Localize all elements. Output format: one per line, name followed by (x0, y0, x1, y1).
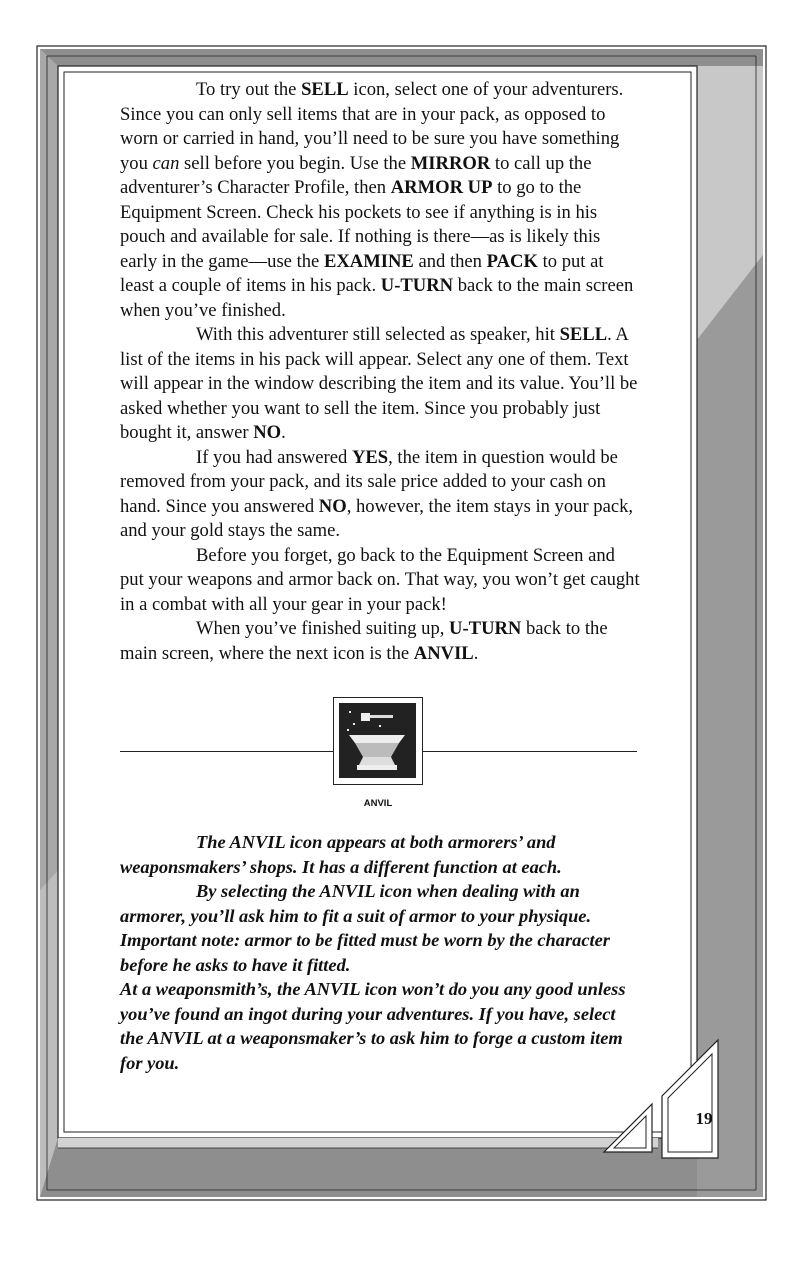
anvil-description (120, 830, 640, 1075)
text-run: If you had answered (196, 446, 352, 468)
anvil-icon-caption: ANVIL (363, 798, 393, 809)
bold-term-armor-up: ARMOR UP (390, 177, 493, 198)
text-run: To try out the (196, 79, 302, 100)
page-body (120, 78, 640, 1075)
text-run: . (281, 422, 286, 443)
text-run: sell before you begin. Use the (179, 152, 411, 174)
anvil-icon-frame (333, 697, 423, 785)
text-run: back to the main screen when you’ve finished. (120, 275, 634, 321)
bold-term-sell: SELL (559, 324, 608, 345)
bold-term-sell: SELL (301, 79, 349, 100)
paragraph-equipment-reminder: Before you forget, go back to the Equipment Screen and put your weapons and armor back on. That way, you won’t get caught in a combat with all your gear in your pack! (120, 544, 640, 615)
paragraph-next-icon (120, 617, 640, 666)
text-run: With this adventurer still selected as speaker, hit (196, 324, 560, 345)
divider-left (120, 751, 333, 752)
text-run: to call up the adventurer’s Character Profile, then (120, 152, 592, 198)
paragraph-sell-yes (120, 446, 640, 544)
bold-term-yes: YES (351, 446, 389, 468)
text-run: . (473, 642, 479, 664)
anvil-paragraph-2: By selecting the ANVIL icon when dealing with an armorer, you’ll ask him to fit a suit of armor to your physique. Important note: armor to be fitted must be worn by the character before he asks to have it fitted. (120, 881, 610, 975)
anvil-icon (339, 703, 416, 778)
bold-term-examine: EXAMINE (323, 250, 414, 272)
text-run: When you’ve finished suiting up, (196, 618, 450, 639)
text-run: , the item in question would be removed from your pack, and its sale price added to your cash on hand. Since you answered (120, 446, 618, 517)
anvil-icon-figure (120, 680, 640, 830)
text-run: . A list of the items in his pack will appear. Select any one of them. Text will appear in the window describing the item and its value. You’ll be asked whether you want to sell the item. Since you probably just bought it, answer (120, 324, 638, 443)
text-run: back to the main screen, where the next icon is the (120, 618, 608, 664)
text-run: and then (413, 250, 487, 272)
bold-term-anvil: ANVIL (413, 642, 474, 664)
bold-term-no: NO (318, 495, 347, 517)
divider-right (423, 751, 637, 752)
anvil-paragraph-3: At a weaponsmith’s, the ANVIL icon won’t do you any good unless you’ve found an ingot during your adventures. If you have, select the ANVIL at a weaponsmaker’s to ask him to forge a custom item for you. (120, 979, 626, 1073)
text-run: icon, select one of your adventurers. Since you can only sell items that are in your pack, as opposed to worn or carried in hand, you’ll need to be sure you have something you (120, 79, 624, 174)
page-number: 19 (695, 1109, 713, 1128)
bold-term-pack: PACK (486, 250, 538, 272)
text-run: , however, the item stays in your pack, and your gold stays the same. (120, 495, 634, 541)
paragraph-sell-steps (120, 323, 640, 446)
bold-term-mirror: MIRROR (410, 152, 491, 174)
bold-term-no: NO (253, 422, 282, 443)
paragraph-sell-intro (120, 78, 640, 323)
anvil-paragraph-1: The ANVIL icon appears at both armorers’ and weaponsmakers’ shops. It has a different function at each. (120, 832, 562, 877)
text-run: to go to the Equipment Screen. Check his pockets to see if anything is in his pouch and available for sale. If nothing is there—as is likely this early in the game—use the (120, 177, 601, 272)
bold-term-u-turn: U-TURN (380, 275, 454, 296)
italic-term: can (152, 152, 180, 174)
bold-term-u-turn: U-TURN (449, 618, 522, 639)
text-run: to put at least a couple of items in his pack. (120, 250, 604, 296)
